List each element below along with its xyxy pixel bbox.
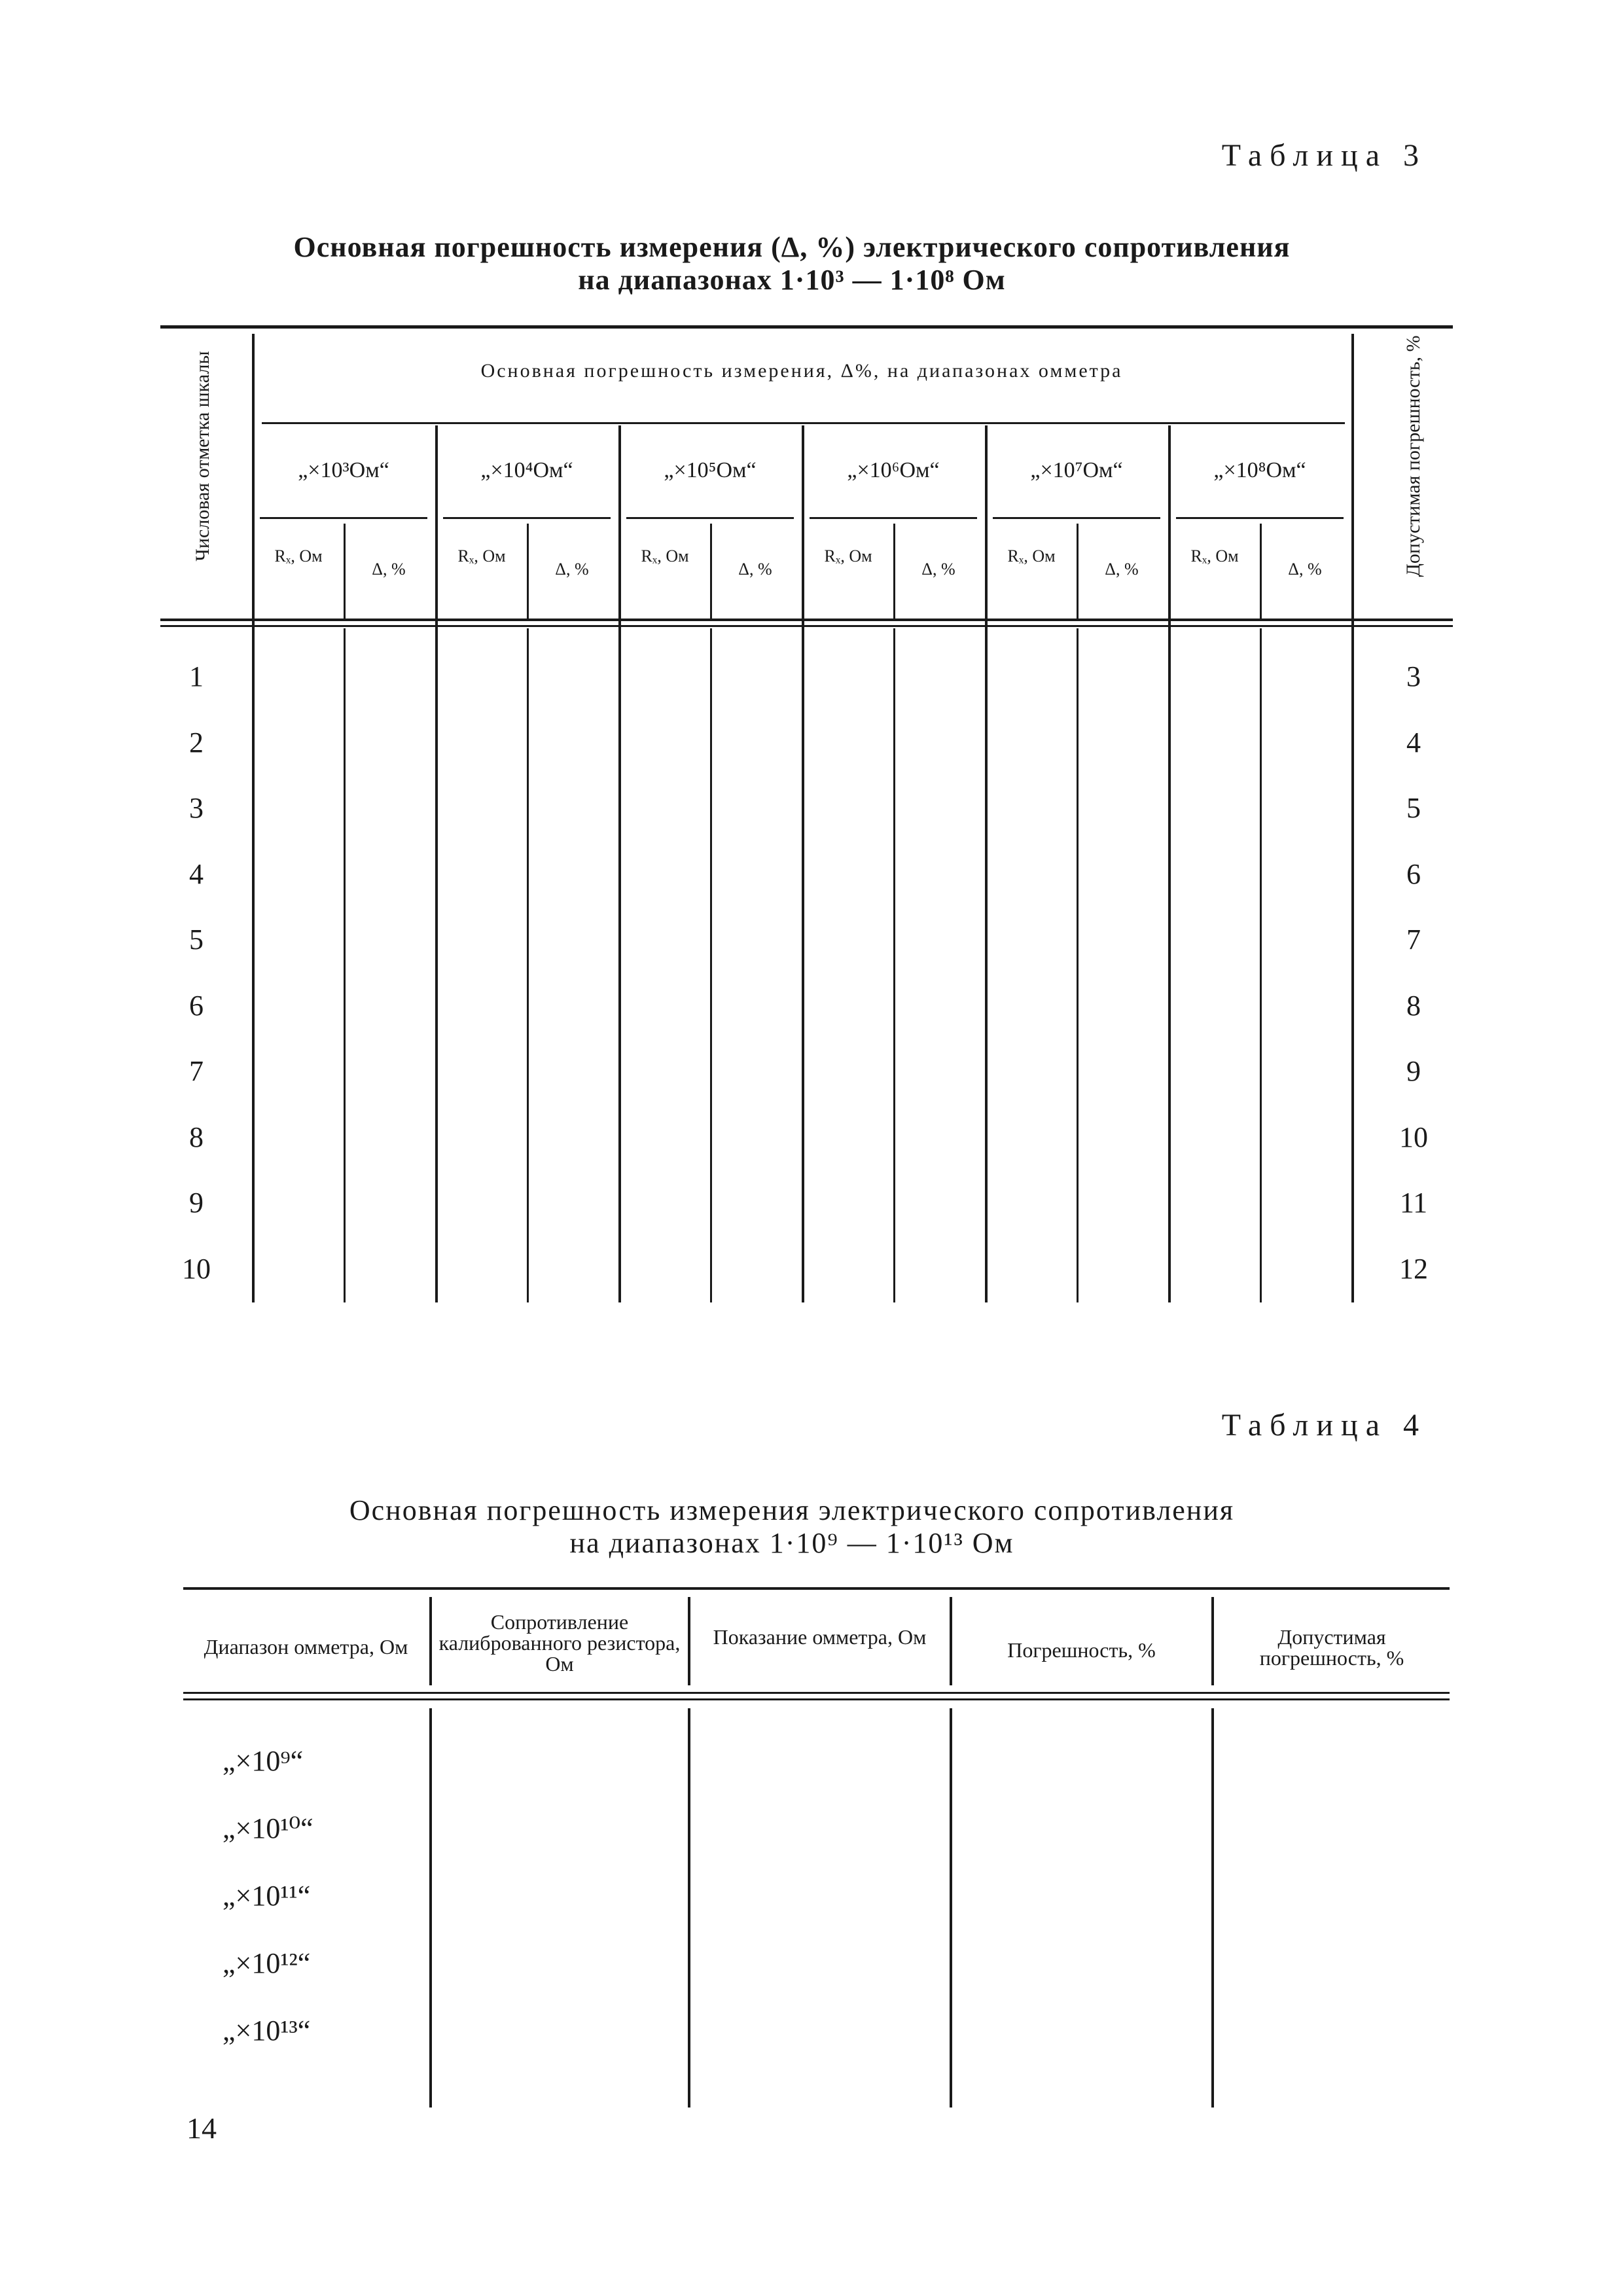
- table3-group-header: Основная погрешность измерения, Δ%, на диапазонах омметра: [480, 360, 1123, 382]
- sub-header-delta: Δ, %: [1105, 560, 1139, 579]
- table4-label: Таблица 4: [1221, 1408, 1427, 1443]
- scale-mark: 7: [189, 1055, 204, 1087]
- table3-rule: [262, 422, 1345, 424]
- scale-mark: 9: [189, 1187, 204, 1219]
- table3-allowed-col-header: Допустимая погрешность, %: [1402, 335, 1424, 577]
- table3-vline: [1077, 524, 1079, 619]
- sub-header-r: Rₓ, Ом: [824, 547, 872, 565]
- table3-vline: [1168, 425, 1171, 1302]
- range-rule: [443, 517, 611, 519]
- scale-mark: 3: [189, 792, 204, 824]
- table3-vline: [344, 524, 346, 619]
- table3-vline: [435, 425, 438, 1302]
- table3-vline: [344, 628, 346, 1302]
- range-rule: [626, 517, 794, 519]
- table4-header: Сопротивление калиброванного резистора, Ом: [438, 1610, 681, 1676]
- page-number: 14: [187, 2111, 217, 2145]
- table3-title-line2: на диапазонах 1·10³ — 1·10⁸ Ом: [578, 264, 1006, 296]
- sub-header-r: Rₓ, Ом: [457, 547, 506, 565]
- range-row-label: „×10¹²“: [223, 1947, 311, 1979]
- table4-header-rule: [183, 1698, 1450, 1700]
- table3-vline: [710, 524, 712, 619]
- range-header: „×10⁵Ом“: [664, 458, 757, 482]
- range-header: „×10⁶Ом“: [847, 458, 940, 482]
- table3-vline: [618, 425, 621, 1302]
- allowed-error: 9: [1406, 1055, 1421, 1087]
- table3-vline: [893, 628, 895, 1302]
- scale-mark: 5: [189, 924, 204, 956]
- table3-top-rule: [160, 325, 1453, 329]
- table3-vline: [710, 628, 712, 1302]
- sub-header-delta: Δ, %: [738, 560, 772, 579]
- table3-vline: [1260, 524, 1262, 619]
- allowed-error: 4: [1406, 726, 1421, 759]
- table3-vline: [985, 425, 988, 1302]
- table4-vline: [950, 1708, 952, 2108]
- allowed-error: 11: [1399, 1187, 1428, 1219]
- sub-header-delta: Δ, %: [372, 560, 406, 579]
- sub-header-delta: Δ, %: [555, 560, 589, 579]
- range-rule: [993, 517, 1160, 519]
- range-rule: [810, 517, 977, 519]
- sub-header-delta: Δ, %: [1288, 560, 1322, 579]
- table4-title-line2: на диапазонах 1·10⁹ — 1·10¹³ Ом: [569, 1527, 1014, 1559]
- table3-header-rule: [160, 625, 1453, 627]
- scale-mark: 10: [182, 1252, 211, 1285]
- scale-mark: 8: [189, 1121, 204, 1153]
- scale-mark: 2: [189, 726, 204, 759]
- sub-header-r: Rₓ, Ом: [641, 547, 689, 565]
- table4-vline: [688, 1708, 690, 2108]
- table4-header: Показание омметра, Ом: [713, 1625, 927, 1649]
- table3-vline: [527, 628, 529, 1302]
- range-row-label: „×10¹¹“: [223, 1880, 311, 1912]
- range-rule: [260, 517, 427, 519]
- allowed-error: 10: [1399, 1121, 1428, 1153]
- range-row-label: „×10⁹“: [223, 1745, 304, 1777]
- range-header: „×10⁷Ом“: [1030, 458, 1123, 482]
- table4-vline: [1211, 1597, 1214, 1685]
- table4-vline: [950, 1597, 952, 1685]
- range-rule: [1176, 517, 1344, 519]
- table3-vline: [802, 425, 804, 1302]
- table4-vline: [429, 1708, 432, 2108]
- table3-label: Таблица 3: [1221, 138, 1427, 173]
- table3-vline: [1351, 334, 1354, 1302]
- range-header: „×10⁸Ом“: [1213, 458, 1306, 482]
- table3-vline: [893, 524, 895, 619]
- scale-mark: 1: [189, 660, 204, 692]
- sub-header-delta: Δ, %: [921, 560, 955, 579]
- allowed-error: 12: [1399, 1252, 1428, 1285]
- allowed-error: 3: [1406, 660, 1421, 692]
- range-header: „×10⁴Ом“: [480, 458, 573, 482]
- table4-header: Погрешность, %: [1007, 1638, 1156, 1662]
- table4-vline: [688, 1597, 690, 1685]
- allowed-error: 7: [1406, 924, 1421, 956]
- table4-vline: [1211, 1708, 1214, 2108]
- table4-header-rule: [183, 1692, 1450, 1694]
- table3-vline: [527, 524, 529, 619]
- table3-vline: [1260, 628, 1262, 1302]
- table4-header: Допустимая погрешность, %: [1259, 1625, 1404, 1670]
- scale-mark: 6: [189, 989, 204, 1022]
- range-row-label: „×10¹⁰“: [223, 1812, 313, 1844]
- table4-header: Диапазон омметра, Ом: [204, 1635, 408, 1659]
- table3-scale-col-header: Числовая отметка шкалы: [192, 351, 213, 562]
- sub-header-r: Rₓ, Ом: [274, 547, 323, 565]
- table4-top-rule: [183, 1587, 1450, 1590]
- scale-mark: 4: [189, 857, 204, 890]
- range-header: „×10³Ом“: [298, 458, 389, 482]
- sub-header-r: Rₓ, Ом: [1190, 547, 1239, 565]
- table3-title-line1: Основная погрешность измерения (Δ, %) электрического сопротивления: [293, 231, 1291, 263]
- allowed-error: 5: [1406, 792, 1421, 824]
- table4-vline: [429, 1597, 432, 1685]
- table3-vline: [252, 334, 255, 1302]
- range-row-label: „×10¹³“: [223, 2015, 311, 2047]
- table3-header-rule: [160, 619, 1453, 621]
- allowed-error: 6: [1406, 857, 1421, 890]
- sub-header-r: Rₓ, Ом: [1007, 547, 1056, 565]
- table4-title-line1: Основная погрешность измерения электрического сопротивления: [349, 1494, 1235, 1526]
- table3-vline: [1077, 628, 1079, 1302]
- allowed-error: 8: [1406, 989, 1421, 1022]
